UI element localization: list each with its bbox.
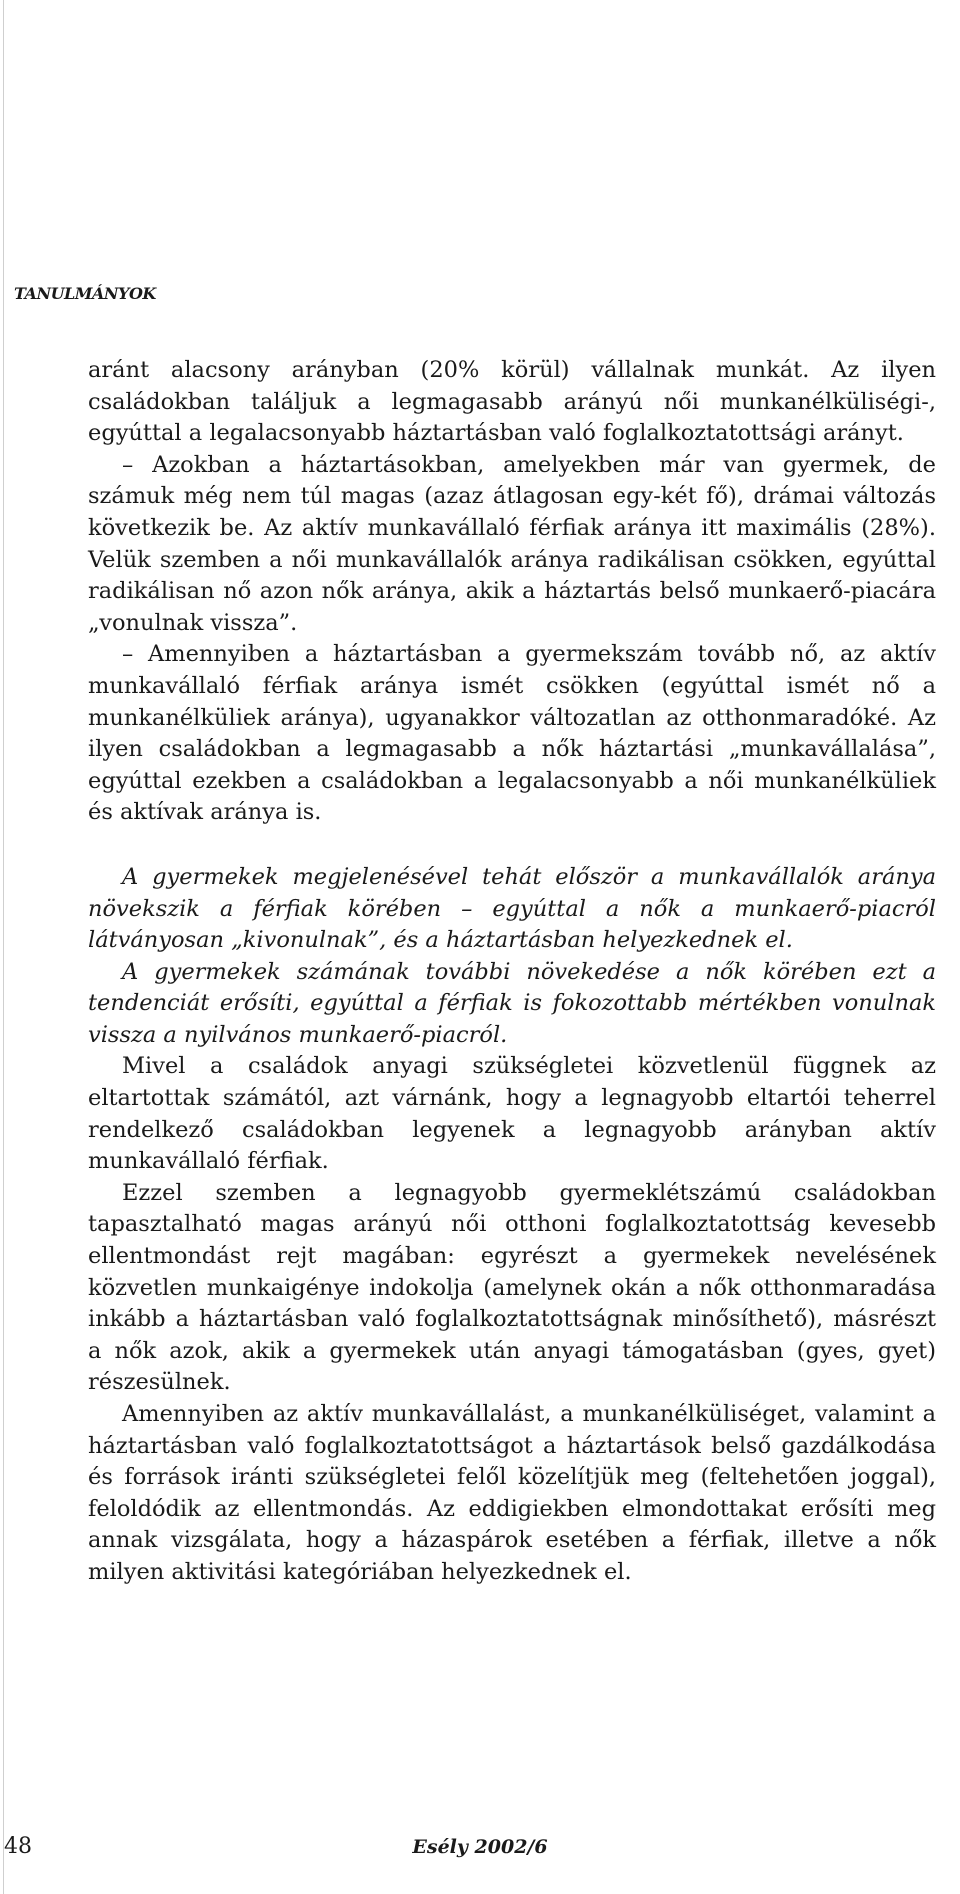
italic-paragraph: A gyermekek számának további növekedése a nők körében ezt a tendenciát erősíti, egyúttal a férfiak is fokozottabb mértékben vonulnak vissza a nyilvános munkaerő-piacról.	[88, 958, 936, 1048]
paragraph: Amennyiben az aktív munkavállalást, a munkanélküliséget, valamint a háztartásban való foglalkoztatottságot a háztartások belső gazdálkodása és források iránti szükségletei felől közelítjük meg (feltehetően joggal), feloldódik az ellentmondás. Az eddigiekben elmondottakat erősíti meg annak vizsgálata, hogy a házaspárok esetében a férfiak, illetve a nők milyen aktivitási kategóriában helyezkednek el.	[88, 1401, 936, 1585]
article-body	[88, 355, 936, 1589]
paragraph: Mivel a családok anyagi szükségletei közvetlenül függnek az eltartottak számától, azt várnánk, hogy a legnagyobb eltartói teherrel rendelkező családokban legyenek a legnagyobb arányban aktív munkavállaló férfiak.	[88, 1053, 936, 1175]
italic-paragraph: A gyermekek megjelenésével tehát először a munkavállalók aránya növekszik a férfiak körében – egyúttal a nők a munkaerő-piacról látványosan „kivonulnak”, és a háztartásban helyezkednek el.	[88, 863, 936, 954]
running-head: TANULMÁNYOK	[14, 284, 156, 303]
page-number: 48	[4, 1834, 32, 1859]
paragraph: Ezzel szemben a legnagyobb gyermeklétszámú családokban tapasztalható magas arányú női otthoni foglalkoztatottság kevesebb ellentmondást rejt magában: egyrészt a gyermekek nevelésének közvetlen munkaigénye indokolja (amelynek okán a nők otthonmaradása inkább a háztartásban való foglalkoztatottságnak minősíthető), másrészt a nők azok, akik a gyermekek után anyagi támogatásban (gyes, gyet) részesülnek.	[88, 1179, 936, 1396]
page-edge-rule	[3, 0, 4, 1894]
paragraph: aránt alacsony arányban (20% körül) vállalnak munkát. Az ilyen családokban találjuk a legmagasabb arányú női munkanélküliségi-, egyúttal a legalacsonyabb háztartásban való foglalkoztatottsági arányt.	[88, 357, 936, 447]
journal-footer: Esély 2002/6	[412, 1836, 548, 1858]
paragraph: – Amennyiben a háztartásban a gyermekszám tovább nő, az aktív munkavállaló férfiak aránya ismét csökken (egyúttal ismét nő a munkanélküliek aránya), ugyanakkor változatlan az otthonmaradóké. Az ilyen családokban a legmagasabb a nők háztartási „munkavállalása”, egyúttal ezekben a családokban a legalacsonyabb a női munkanélküliek és aktívak aránya is.	[88, 641, 936, 826]
paragraph: – Azokban a háztartásokban, amelyekben már van gyermek, de számuk még nem túl magas (azaz átlagosan egy-két fő), drámai változás következik be. Az aktív munkavállaló férfiak aránya itt maximális (28%). Velük szemben a női munkavállalók aránya radikálisan csökken, egyúttal radikálisan nő azon nők aránya, akik a háztartás belső munkaerő-piacára „vonulnak vissza”.	[88, 451, 936, 636]
